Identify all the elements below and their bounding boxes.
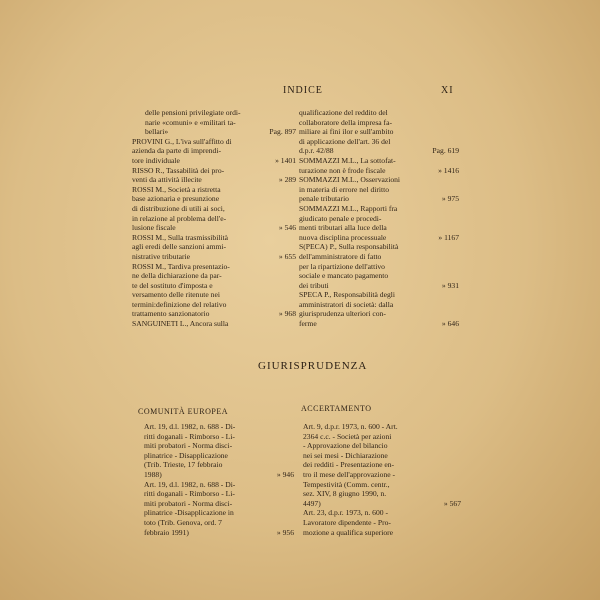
entry-title: L'iva sull'affitto di azienda da parte di imprendi- tore individuale [132,136,232,165]
index-entry [299,242,459,290]
entry-title: Art. 19, d.l. 1982, n. 688 - Di- ritti doganali - Rimborso - Li- miti probatori - Norma disci- plinatrice -Disapplicazione in toto (Trib. Genova, ord. 7 febbraio 1991) [144,479,236,537]
entry-text [299,175,459,204]
entry-title: Tassabilità dei pro- venti da attività illecite [132,165,225,185]
entry-title: Sulla trasmissibilità agli eredi delle sanzioni ammi- nistrative tributarie [132,232,228,261]
case-law-left-column [144,422,294,537]
entry-title: delle pensioni privilegiate ordi- narie «comuni» e «militari ta- bellari» [145,108,241,137]
entry-text [144,480,294,538]
entry-page-ref: » 946 [276,469,294,479]
entry-text [132,137,296,166]
entry-title: Art. 19, d.l. 1982, n. 688 - Di- ritti doganali - Rimborso - Li- miti probatori - Norma disci- plinatrice - Disapplicazione (Trib. Trieste, 17 febbraio 1988) [144,422,236,479]
entry-author: SOMMAZZI M.L., [299,203,359,213]
entry-text [303,422,461,508]
entry-title: Osservazioni in materia di errore nel diritto penale tributario [299,175,401,204]
entry-page-ref: » 655 [278,251,296,261]
entry-text [132,166,296,185]
entry-title: La sottofat- turazione non è frode fiscale [299,155,396,175]
entry-title: qualificazione del reddito del collaboratore della impresa fa- miliare ai fini ilor e sull'ambito di applicazione dell'art. 36 del d.p.r. 42/88 [299,108,394,156]
entry-page-ref: » 956 [276,527,294,537]
entry-page-ref: » 289 [278,175,296,185]
index-entry [299,175,459,204]
subsection-title-right: ACCERTAMENTO [301,404,372,413]
entry-page-ref: » 1416 [438,165,459,175]
entry-page-ref: » 968 [278,309,296,319]
index-entry [132,262,296,320]
entry-text [299,242,459,290]
index-right-column [299,108,459,329]
entry-title: Art. 9, d.p.r. 1973, n. 600 - Art. 2364 c.c. - Società per azioni - Approvazione del bilancio nei sei mesi - Dichiarazione dei redditi - Presentazione en- tro il mese dell'approvazione - Tempestività (Comm. centr., sez. XIV, 8 giugno 1990, n. 4497) [303,422,398,508]
entry-page-ref: » 975 [441,194,459,204]
index-entry [299,108,459,156]
entry-title: Tardiva presentazio- ne della dichiarazione da par- te del sostituto d'imposta e versamento delle ritenute nei termini:definizione del relativo trattamento sanzionatorio [132,261,230,319]
header-page-number: XI [441,85,454,96]
entry-title: Art. 23, d.p.r. 1973, n. 600 - Lavoratore dipendente - Pro- mozione a qualifica superiore [303,508,394,537]
entry-text [299,204,459,242]
entry-text [299,290,459,328]
index-entry [132,108,296,137]
index-entry [299,156,459,175]
entry-text [132,185,296,233]
entry-page-ref: » 546 [278,223,296,233]
entry-text [132,233,296,262]
entry-title: Sulla responsabilità dell'amministratore di fatto per la ripartizione dell'attivo sociale e mancato pagamento dei tributi [299,242,399,290]
index-entry [144,480,294,538]
entry-text [132,262,296,320]
index-entry [132,185,296,233]
entry-page-ref: » 567 [443,498,461,508]
entry-author: SOMMAZZI M.L., [299,155,359,165]
entry-page-ref: » 931 [441,280,459,290]
index-entry [132,137,296,166]
index-entry [132,166,296,185]
index-entry [132,233,296,262]
case-law-right-column [303,422,461,537]
index-left-column [132,108,296,329]
entry-text [132,319,296,329]
index-entry [299,204,459,242]
header-title: INDICE [283,85,323,96]
index-entry [144,422,294,480]
entry-author: ROSSI M., [132,261,166,271]
entry-text [303,508,461,537]
entry-page-ref: » 1401 [275,155,296,165]
entry-author: PROVINI G., [132,136,174,146]
entry-text [144,422,294,480]
index-entry [303,422,461,508]
section-title: GIURISPRUDENZA [258,360,368,372]
entry-author: RISSO R., [132,165,165,175]
index-entry [299,290,459,328]
entry-author: SOMMAZZI M.L., [299,175,359,185]
entry-page-ref: » 1167 [438,232,459,242]
subsection-title-left: COMUNITÀ EUROPEA [138,407,228,416]
index-entry [303,508,461,537]
entry-page-ref: Pag. 619 [432,146,459,156]
entry-page-ref: Pag. 897 [269,127,296,137]
entry-author: SANGUINETI L., [132,319,189,329]
index-entry [132,319,296,329]
entry-author: S(PECA) P., [299,242,337,252]
entry-author: ROSSI M., [132,184,166,194]
entry-title: Responsabilità degli amministratori di società: dalla giurisprudenza ulteriori con- ferme [299,290,395,329]
entry-title: Rapporti fra giudicato penale e procedi- menti tributari alla luce della nuova disciplina processuale [299,203,398,242]
entry-text [299,156,459,175]
entry-title: Ancora sulla [188,319,229,329]
entry-author: SPECA P., [299,290,332,300]
entry-page-ref: » 646 [441,319,459,329]
entry-title: Società a ristretta base azionaria e presunzione di distribuzione di utili ai soci, in relazione al problema dell'e- lusione fiscale [132,184,227,233]
entry-author: ROSSI M., [132,232,166,242]
